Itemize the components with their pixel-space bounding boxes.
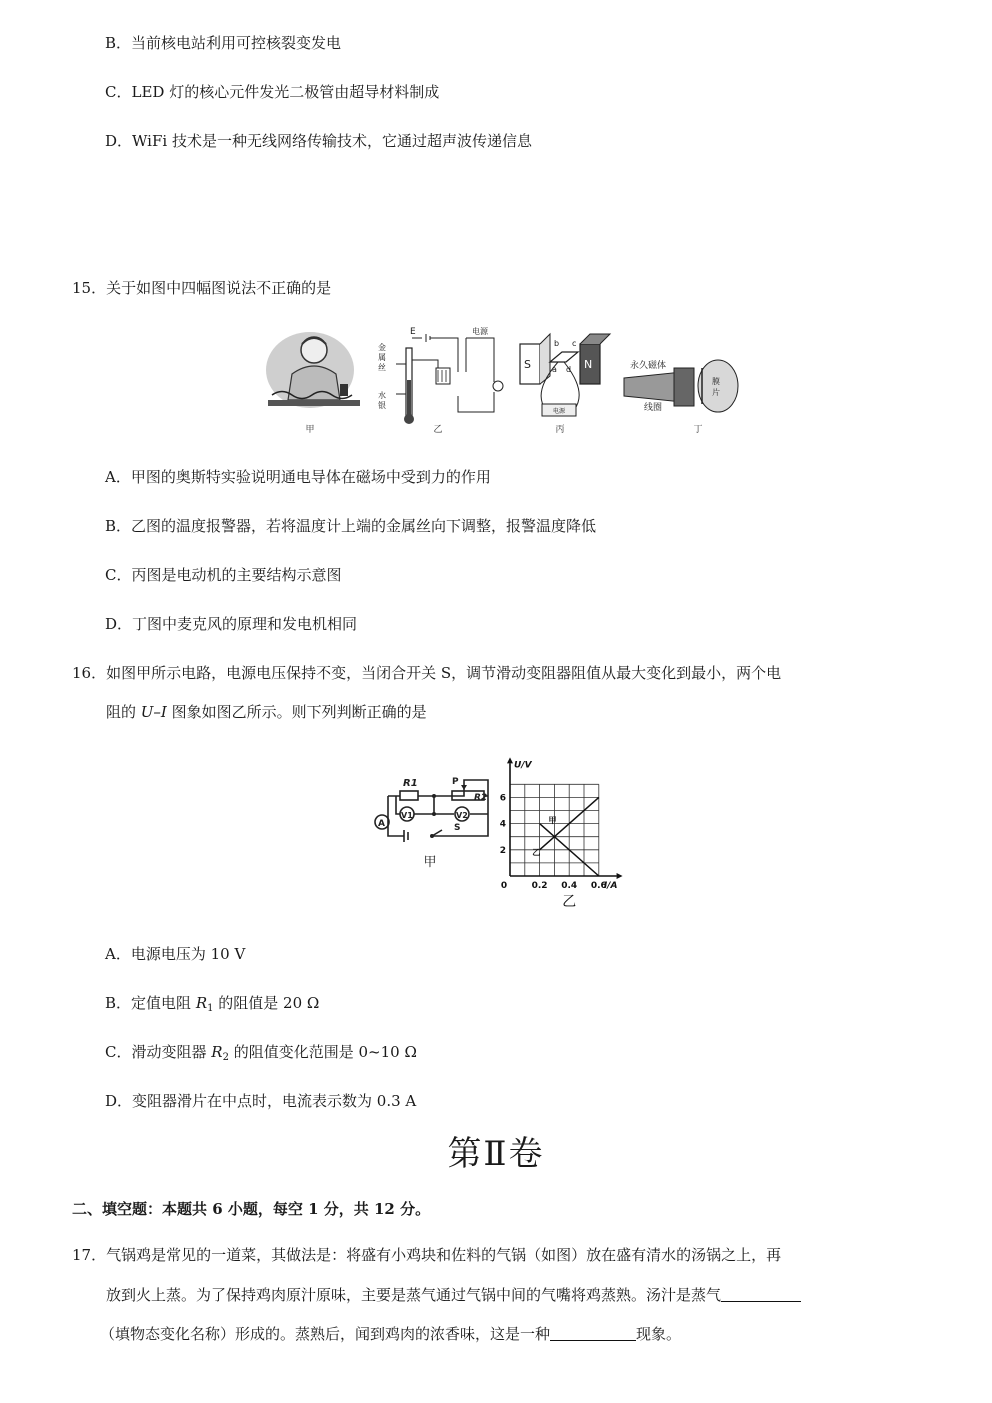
x-axis-label: I/A: [603, 881, 618, 891]
svg-text:A: A: [378, 819, 385, 829]
x-tick-label: 0.2: [531, 881, 548, 891]
q15-figure: [262, 322, 752, 438]
q17-line2: 放到火上蒸。为了保持鸡肉原汁原味，主要是蒸气通过气锅中间的气嘴将鸡蒸熟。汤汁是蒸气: [106, 1285, 801, 1305]
q16-option-b: B．定值电阻 $R_1$ 的阻值是 20 Ω: [105, 994, 320, 1014]
svg-text:P: P: [452, 777, 459, 787]
y-tick-label: 2: [499, 845, 506, 856]
q15-option-b: B．乙图的温度报警器，若将温度计上端的金属丝向下调整，报警温度降低: [105, 517, 597, 535]
x-axis-arrow: [617, 873, 623, 879]
svg-text:银: 银: [378, 401, 386, 410]
origin-label: 0: [500, 881, 508, 891]
q16-option-c: C．滑动变阻器 $R_2$ 的阻值变化范围是 0~10 Ω: [105, 1043, 417, 1063]
svg-text:E: E: [410, 327, 416, 337]
svg-text:d: d: [566, 365, 572, 374]
svg-text:水: 水: [378, 391, 386, 400]
q15-option-d: D．丁图中麦克风的原理和发电机相同: [105, 615, 358, 633]
q16-option-a: A．电源电压为 10 V: [105, 945, 246, 963]
panel-label-jia: 甲: [305, 425, 315, 435]
svg-text:c: c: [572, 339, 577, 348]
svg-text:R2: R2: [474, 793, 488, 803]
svg-text:S: S: [524, 358, 531, 371]
q16-circuit-diagram: [370, 772, 500, 872]
figure-jia-oersted: [266, 332, 360, 435]
svg-text:S: S: [454, 823, 461, 833]
y-axis-arrow: [507, 757, 513, 763]
part-heading: 第Ⅱ卷: [447, 1134, 545, 1174]
svg-text:金: 金: [378, 343, 386, 352]
svg-text:V1: V1: [401, 811, 413, 820]
svg-text:R1: R1: [403, 778, 418, 789]
svg-text:属: 属: [378, 353, 386, 362]
x-tick-label: 0.4: [561, 881, 578, 891]
panel-label-bing: 丙: [555, 425, 565, 435]
svg-text:线圈: 线圈: [644, 403, 663, 413]
q15-option-a: A．甲图的奥斯特实验说明通电导体在磁场中受到力的作用: [105, 468, 491, 486]
answer-blank-2[interactable]: [550, 1325, 636, 1341]
q17-line1: 17．气锅鸡是常见的一道菜，其做法是：将盛有小鸡块和佐料的气锅（如图）放在盛有清水的汤锅之上，再: [72, 1246, 782, 1264]
y-tick-label: 6: [499, 793, 506, 804]
answer-blank-1[interactable]: [721, 1286, 801, 1302]
q16-ui-graph: [498, 752, 638, 908]
svg-text:丝: 丝: [378, 363, 386, 372]
figure-bing-motor: [520, 334, 610, 435]
svg-text:b: b: [554, 339, 560, 348]
q17-line3: （填物态变化名称）形成的。蒸熟后，闻到鸡肉的浓香味，这是一种 现象。: [100, 1325, 682, 1343]
q16-option-d: D．变阻器滑片在中点时，电流表示数为 0.3 A: [105, 1092, 417, 1110]
series-label-jia: 甲: [548, 815, 557, 825]
q16-stem-line2: 阻的 U–I 图象如图乙所示。则下列判断正确的是: [106, 703, 427, 721]
series-label-yi: 乙: [532, 848, 541, 858]
y-tick-label: 4: [499, 819, 506, 830]
svg-text:电源: 电源: [472, 327, 488, 336]
q16-stem-line1: 16．如图甲所示电路，电源电压保持不变，当闭合开关 S，调节滑动变阻器阻值从最大变化到最小，两个电: [72, 664, 782, 682]
graph-caption: 乙: [562, 894, 577, 908]
q14-option-c: C．LED 灯的核心元件发光二极管由超导材料制成: [105, 83, 440, 101]
figure-ding-microphone: [624, 359, 738, 435]
x-tick-label: 0.6: [590, 881, 607, 891]
panel-label-yi: 乙: [433, 425, 443, 435]
y-axis-label: U/V: [514, 760, 532, 771]
svg-text:电源: 电源: [552, 408, 566, 415]
panel-label-ding: 丁: [693, 425, 703, 435]
svg-text:永久磁体: 永久磁体: [630, 361, 667, 371]
svg-text:N: N: [584, 358, 593, 371]
svg-text:片: 片: [712, 388, 720, 397]
svg-text:a: a: [552, 365, 557, 374]
q15-option-c: C．丙图是电动机的主要结构示意图: [105, 566, 342, 584]
section-title: 二、填空题：本题共 6 小题，每空 1 分，共 12 分。: [72, 1200, 431, 1218]
circuit-caption: 甲: [423, 855, 437, 870]
figure-yi-alarm: [378, 326, 503, 435]
q14-option-d: D．WiFi 技术是一种无线网络传输技术，它通过超声波传递信息: [105, 132, 532, 150]
q15-stem: 15．关于如图中四幅图说法不正确的是: [72, 279, 332, 297]
svg-text:膜: 膜: [712, 377, 720, 386]
svg-text:V2: V2: [456, 811, 468, 820]
q14-option-b: B．当前核电站利用可控核裂变发电: [105, 34, 342, 52]
